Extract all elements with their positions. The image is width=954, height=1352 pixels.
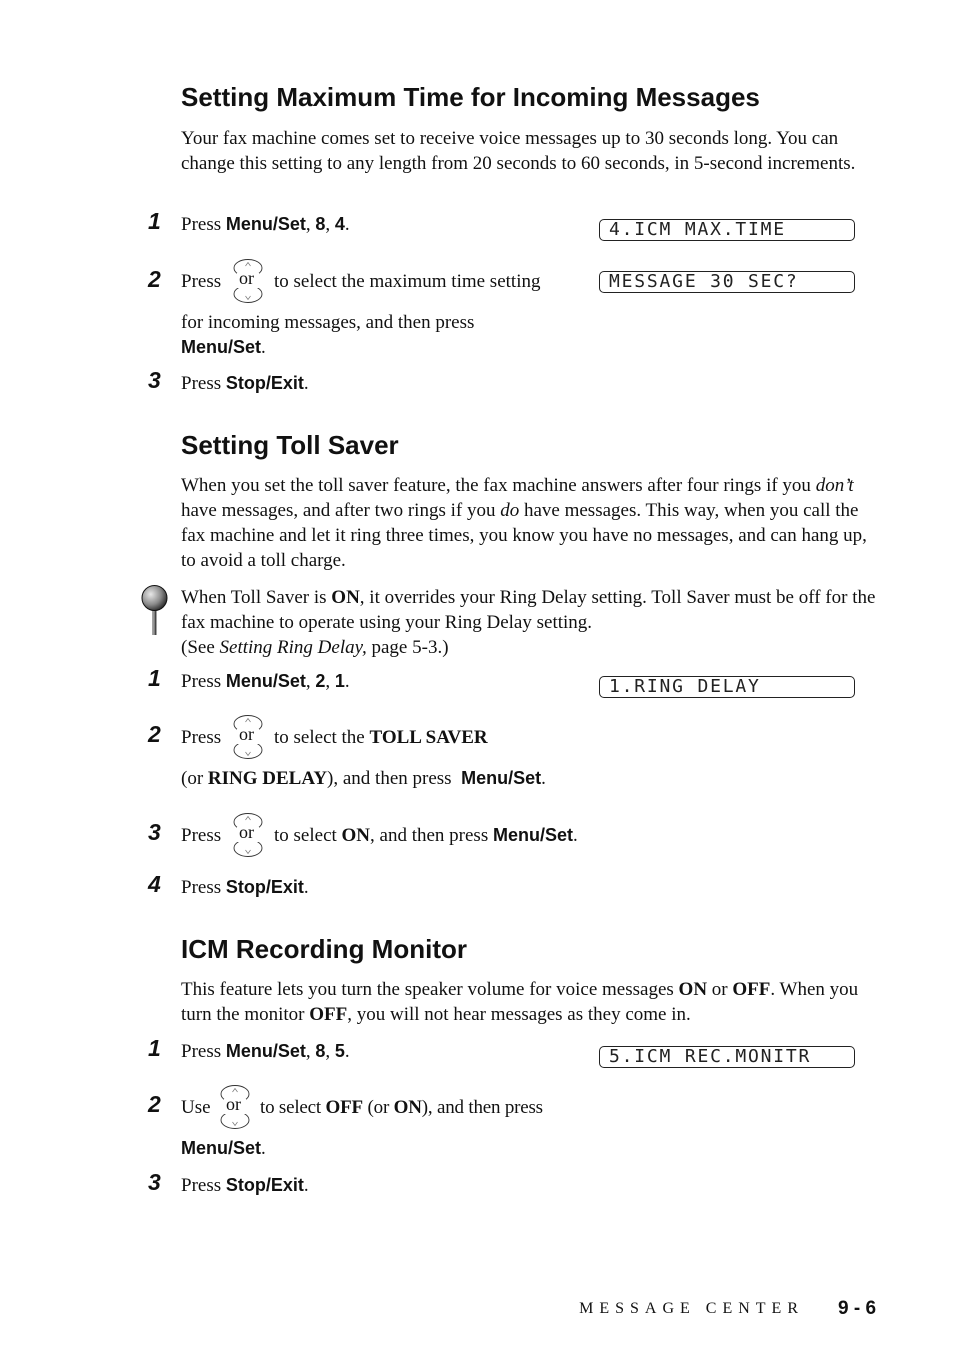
text-run: (or	[181, 768, 204, 789]
step-2-continued: to select the maximum time setting	[274, 271, 541, 292]
lcd-display: 4.ICM MAX.TIME	[599, 219, 855, 241]
text-run: , you will not hear messages as they come in.	[347, 1004, 691, 1025]
emphasis: Setting Ring Delay,	[219, 637, 367, 658]
step-2-text	[181, 1095, 211, 1120]
step-1-text	[181, 1039, 350, 1064]
or-label: or	[239, 724, 254, 744]
press-word: Press	[181, 1175, 222, 1196]
step-number: 3	[148, 367, 161, 393]
text-run: (See	[181, 637, 220, 658]
menu-set-key: Menu/Set	[225, 214, 306, 234]
key-digit: 5	[334, 1041, 345, 1061]
key-digit: 8	[315, 214, 326, 234]
key-digit: 1	[334, 671, 345, 691]
step-number: 2	[148, 1091, 161, 1117]
section-title-max-time: Setting Maximum Time for Incoming Messages	[181, 82, 760, 112]
text-run: When you set the toll saver feature, the fax machine answers after four rings if you	[181, 475, 816, 496]
period: .	[573, 825, 578, 846]
note-text	[181, 585, 876, 660]
text-run: to select	[274, 825, 337, 846]
step-number: 3	[148, 1169, 161, 1195]
bold-term: ON	[678, 979, 708, 1000]
step-number: 1	[148, 208, 161, 234]
step-number: 1	[148, 665, 161, 691]
comma: ,	[305, 214, 311, 235]
up-down-arrow-keys-icon	[231, 258, 265, 304]
emphasis: don’t	[815, 475, 854, 496]
bold-term: TOLL SAVER	[369, 727, 488, 748]
stop-exit-key: Stop/Exit	[225, 1175, 304, 1195]
comma: ,	[325, 214, 331, 235]
press-word: Press	[181, 271, 222, 292]
step-2-line-3	[181, 335, 266, 360]
step-3-text	[181, 1173, 309, 1198]
step-2-line-2: for incoming messages, and then press	[181, 312, 475, 333]
up-down-arrow-keys-icon	[218, 1084, 252, 1130]
text-run: to select	[260, 1097, 321, 1118]
menu-set-key: Menu/Set	[225, 671, 306, 691]
bold-term: OFF	[732, 979, 771, 1000]
lcd-display: 1.RING DELAY	[599, 676, 855, 698]
text-run: or	[707, 979, 733, 1000]
step-2-text	[181, 725, 221, 750]
period: .	[344, 671, 350, 692]
press-word: Press	[181, 671, 222, 692]
text-run: , and then press	[370, 825, 489, 846]
or-label: or	[239, 822, 254, 842]
bold-term: RING DELAY	[207, 768, 328, 789]
stop-exit-key: Stop/Exit	[225, 877, 304, 897]
emphasis: do	[500, 500, 520, 521]
period: .	[261, 1138, 266, 1159]
menu-set-key: Menu/Set	[225, 1041, 306, 1061]
step-number: 2	[148, 721, 161, 747]
press-word: Press	[181, 727, 222, 748]
step-3-continued	[274, 823, 578, 848]
step-3-text	[181, 371, 309, 396]
text-run: . When you turn the monitor	[181, 979, 859, 1025]
step-number: 1	[148, 1035, 161, 1061]
comma: ,	[325, 671, 331, 692]
period: .	[344, 1041, 350, 1062]
menu-set-key: Menu/Set	[492, 825, 573, 845]
step-2-line-2	[181, 1136, 266, 1161]
up-down-arrow-keys-icon	[231, 812, 265, 858]
step-number: 2	[148, 266, 161, 292]
lcd-display: MESSAGE 30 SEC?	[599, 271, 855, 293]
menu-set-key: Menu/Set	[461, 768, 542, 788]
section-title-toll-saver: Setting Toll Saver	[181, 430, 399, 460]
press-word: Press	[181, 825, 222, 846]
lcd-display: 5.ICM REC.MONITR	[599, 1046, 855, 1068]
period: .	[303, 877, 309, 898]
step-number: 3	[148, 819, 161, 845]
step-4-text	[181, 875, 309, 900]
period: .	[303, 373, 309, 394]
text-run: page 5-3.)	[366, 637, 449, 658]
section-intro-max-time: Your fax machine comes set to receive voice messages up to 30 seconds long. You can change this setting to any length from 20 seconds to 60 seconds, in 5-second increments.	[181, 128, 856, 174]
period: .	[344, 214, 350, 235]
period: .	[261, 337, 266, 358]
step-2-continued	[260, 1095, 543, 1120]
text-run: , it overrides your Ring Delay setting. Toll Saver must be off for the fax machine to operate using your Ring Delay setting.	[181, 587, 876, 633]
bold-term: ON	[393, 1097, 422, 1118]
section-intro-toll-saver	[181, 473, 876, 573]
use-word: Use	[181, 1097, 211, 1118]
text-run: ), and then press	[421, 1097, 543, 1118]
section-intro-icm-monitor	[181, 977, 876, 1027]
comma: ,	[305, 1041, 311, 1062]
step-1-text	[181, 669, 350, 694]
bold-term: OFF	[325, 1097, 363, 1118]
running-footer-section: MESSAGE CENTER	[579, 1300, 804, 1317]
key-digit: 4	[334, 214, 345, 234]
pushpin-note-icon	[140, 584, 170, 643]
period: .	[303, 1175, 309, 1196]
text-run: to select the	[274, 727, 365, 748]
menu-set-key: Menu/Set	[181, 337, 262, 357]
text-run: (or	[367, 1097, 390, 1118]
step-2-text	[181, 269, 221, 294]
press-word: Press	[181, 1041, 222, 1062]
bold-term: ON	[341, 825, 371, 846]
key-digit: 8	[315, 1041, 326, 1061]
text-run: This feature lets you turn the speaker volume for voice messages	[181, 979, 679, 1000]
key-digit: 2	[315, 671, 326, 691]
step-1-text	[181, 212, 350, 237]
bold-term: ON	[331, 587, 360, 608]
comma: ,	[305, 671, 311, 692]
step-2-continued	[274, 725, 488, 750]
section-title-icm-monitor: ICM Recording Monitor	[181, 934, 467, 964]
or-label: or	[239, 268, 254, 288]
text-run: When Toll Saver is	[181, 587, 332, 608]
text-run: ), and then press	[327, 768, 452, 789]
period: .	[541, 768, 546, 789]
text-run: have messages, and after two rings if you	[181, 500, 501, 521]
press-word: Press	[181, 373, 222, 394]
step-3-text	[181, 823, 221, 848]
page-number: 9 - 6	[838, 1298, 877, 1319]
step-number: 4	[148, 871, 161, 897]
press-word: Press	[181, 877, 222, 898]
bold-term: OFF	[309, 1004, 348, 1025]
press-word: Press	[181, 214, 222, 235]
menu-set-key: Menu/Set	[181, 1138, 262, 1158]
stop-exit-key: Stop/Exit	[225, 373, 304, 393]
text-run: have messages. This way, when you call the fax machine and let it ring three times, you know you have no messages, and can hang up, to avoid a toll charge.	[181, 500, 867, 571]
step-2-line-2	[181, 766, 546, 791]
or-label: or	[226, 1094, 241, 1114]
comma: ,	[325, 1041, 331, 1062]
up-down-arrow-keys-icon	[231, 714, 265, 760]
